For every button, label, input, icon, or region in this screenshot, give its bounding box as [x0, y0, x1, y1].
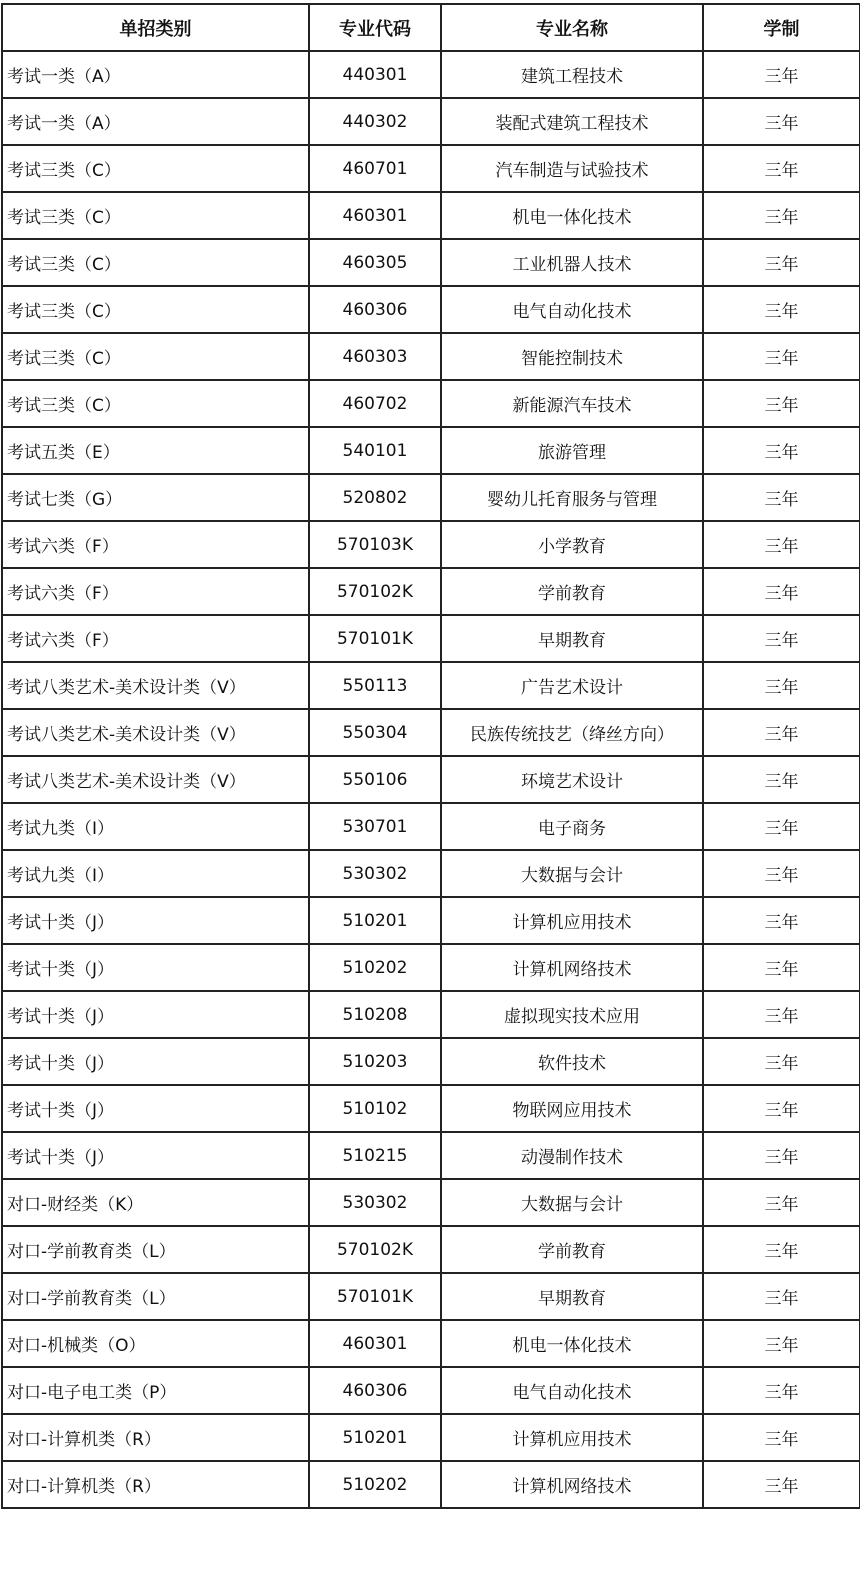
cell-code: 530701 — [309, 803, 441, 850]
cell-major-name: 动漫制作技术 — [441, 1132, 703, 1179]
cell-major-name: 民族传统技艺（绛丝方向） — [441, 709, 703, 756]
cell-duration: 三年 — [703, 850, 860, 897]
table-row — [2, 380, 860, 427]
table-row — [2, 568, 860, 615]
cell-category: 对口-学前教育类（L） — [2, 1273, 309, 1320]
cell-major-name: 工业机器人技术 — [441, 239, 703, 286]
cell-duration: 三年 — [703, 1038, 860, 1085]
cell-major-name: 婴幼儿托育服务与管理 — [441, 474, 703, 521]
cell-category: 考试三类（C） — [2, 192, 309, 239]
cell-duration: 三年 — [703, 192, 860, 239]
table-row — [2, 1461, 860, 1508]
cell-major-name: 电气自动化技术 — [441, 286, 703, 333]
cell-category: 考试三类（C） — [2, 286, 309, 333]
cell-code: 570102K — [309, 1226, 441, 1273]
cell-duration: 三年 — [703, 286, 860, 333]
table-body — [2, 51, 860, 1508]
cell-category: 考试六类（F） — [2, 521, 309, 568]
cell-category: 考试一类（A） — [2, 98, 309, 145]
table-header-row — [2, 4, 860, 51]
cell-code: 510203 — [309, 1038, 441, 1085]
cell-major-name: 智能控制技术 — [441, 333, 703, 380]
table-row — [2, 803, 860, 850]
cell-duration: 三年 — [703, 709, 860, 756]
cell-major-name: 广告艺术设计 — [441, 662, 703, 709]
cell-category: 对口-电子电工类（P） — [2, 1367, 309, 1414]
cell-code: 550304 — [309, 709, 441, 756]
cell-duration: 三年 — [703, 662, 860, 709]
cell-duration: 三年 — [703, 380, 860, 427]
table-row — [2, 1179, 860, 1226]
cell-duration: 三年 — [703, 991, 860, 1038]
cell-duration: 三年 — [703, 803, 860, 850]
table-row — [2, 756, 860, 803]
table-row — [2, 897, 860, 944]
cell-code: 460303 — [309, 333, 441, 380]
cell-code: 510102 — [309, 1085, 441, 1132]
table-row — [2, 427, 860, 474]
cell-duration: 三年 — [703, 1461, 860, 1508]
cell-category: 考试三类（C） — [2, 239, 309, 286]
cell-major-name: 学前教育 — [441, 568, 703, 615]
header-code: 专业代码 — [309, 4, 441, 51]
table-row — [2, 850, 860, 897]
table-row — [2, 1320, 860, 1367]
cell-duration: 三年 — [703, 568, 860, 615]
cell-code: 530302 — [309, 1179, 441, 1226]
cell-category: 考试六类（F） — [2, 568, 309, 615]
cell-major-name: 机电一体化技术 — [441, 1320, 703, 1367]
cell-duration: 三年 — [703, 1085, 860, 1132]
header-duration: 学制 — [703, 4, 860, 51]
cell-major-name: 汽车制造与试验技术 — [441, 145, 703, 192]
cell-code: 570101K — [309, 1273, 441, 1320]
cell-code: 510215 — [309, 1132, 441, 1179]
cell-major-name: 装配式建筑工程技术 — [441, 98, 703, 145]
table-row — [2, 286, 860, 333]
table-row — [2, 1414, 860, 1461]
table-row — [2, 1226, 860, 1273]
cell-major-name: 早期教育 — [441, 1273, 703, 1320]
cell-major-name: 大数据与会计 — [441, 1179, 703, 1226]
cell-major-name: 电子商务 — [441, 803, 703, 850]
cell-major-name: 计算机应用技术 — [441, 897, 703, 944]
table-row — [2, 944, 860, 991]
cell-duration: 三年 — [703, 98, 860, 145]
cell-category: 考试八类艺术-美术设计类（V） — [2, 709, 309, 756]
cell-category: 考试十类（J） — [2, 991, 309, 1038]
cell-code: 510202 — [309, 1461, 441, 1508]
cell-code: 570103K — [309, 521, 441, 568]
cell-category: 对口-计算机类（R） — [2, 1414, 309, 1461]
cell-code: 510201 — [309, 1414, 441, 1461]
cell-duration: 三年 — [703, 944, 860, 991]
cell-duration: 三年 — [703, 615, 860, 662]
cell-code: 550113 — [309, 662, 441, 709]
cell-category: 考试十类（J） — [2, 897, 309, 944]
table-row — [2, 192, 860, 239]
cell-major-name: 学前教育 — [441, 1226, 703, 1273]
table-row — [2, 98, 860, 145]
table-row — [2, 1085, 860, 1132]
cell-duration: 三年 — [703, 1132, 860, 1179]
cell-category: 考试三类（C） — [2, 333, 309, 380]
table-row — [2, 521, 860, 568]
cell-duration: 三年 — [703, 1179, 860, 1226]
table-row — [2, 615, 860, 662]
cell-code: 530302 — [309, 850, 441, 897]
cell-code: 540101 — [309, 427, 441, 474]
cell-category: 考试八类艺术-美术设计类（V） — [2, 662, 309, 709]
cell-code: 510208 — [309, 991, 441, 1038]
cell-major-name: 软件技术 — [441, 1038, 703, 1085]
cell-code: 460306 — [309, 1367, 441, 1414]
header-major-name: 专业名称 — [441, 4, 703, 51]
cell-category: 考试五类（E） — [2, 427, 309, 474]
cell-duration: 三年 — [703, 756, 860, 803]
cell-major-name: 新能源汽车技术 — [441, 380, 703, 427]
cell-major-name: 大数据与会计 — [441, 850, 703, 897]
cell-code: 520802 — [309, 474, 441, 521]
cell-category: 考试六类（F） — [2, 615, 309, 662]
cell-category: 考试一类（A） — [2, 51, 309, 98]
cell-major-name: 物联网应用技术 — [441, 1085, 703, 1132]
cell-code: 570101K — [309, 615, 441, 662]
table-row — [2, 991, 860, 1038]
cell-duration: 三年 — [703, 145, 860, 192]
cell-category: 考试十类（J） — [2, 1132, 309, 1179]
cell-category: 对口-计算机类（R） — [2, 1461, 309, 1508]
cell-major-name: 计算机网络技术 — [441, 944, 703, 991]
cell-duration: 三年 — [703, 1414, 860, 1461]
table-row — [2, 239, 860, 286]
cell-code: 550106 — [309, 756, 441, 803]
cell-major-name: 虚拟现实技术应用 — [441, 991, 703, 1038]
cell-duration: 三年 — [703, 897, 860, 944]
cell-duration: 三年 — [703, 239, 860, 286]
cell-major-name: 计算机应用技术 — [441, 1414, 703, 1461]
cell-major-name: 早期教育 — [441, 615, 703, 662]
cell-major-name: 建筑工程技术 — [441, 51, 703, 98]
table-row — [2, 709, 860, 756]
cell-category: 考试八类艺术-美术设计类（V） — [2, 756, 309, 803]
cell-duration: 三年 — [703, 1226, 860, 1273]
table-row — [2, 1038, 860, 1085]
table-row — [2, 474, 860, 521]
table-row — [2, 145, 860, 192]
cell-duration: 三年 — [703, 51, 860, 98]
cell-category: 考试十类（J） — [2, 1085, 309, 1132]
cell-code: 440301 — [309, 51, 441, 98]
cell-category: 考试三类（C） — [2, 380, 309, 427]
cell-code: 460702 — [309, 380, 441, 427]
cell-category: 考试十类（J） — [2, 944, 309, 991]
cell-category: 对口-机械类（O） — [2, 1320, 309, 1367]
cell-duration: 三年 — [703, 1273, 860, 1320]
cell-category: 考试十类（J） — [2, 1038, 309, 1085]
cell-code: 460306 — [309, 286, 441, 333]
cell-duration: 三年 — [703, 474, 860, 521]
cell-category: 对口-学前教育类（L） — [2, 1226, 309, 1273]
cell-category: 考试九类（I） — [2, 850, 309, 897]
cell-code: 460301 — [309, 1320, 441, 1367]
cell-duration: 三年 — [703, 427, 860, 474]
cell-category: 考试七类（G） — [2, 474, 309, 521]
cell-major-name: 小学教育 — [441, 521, 703, 568]
cell-category: 考试三类（C） — [2, 145, 309, 192]
cell-duration: 三年 — [703, 333, 860, 380]
cell-major-name: 机电一体化技术 — [441, 192, 703, 239]
majors-table — [1, 3, 860, 1509]
cell-category: 考试九类（I） — [2, 803, 309, 850]
cell-category: 对口-财经类（K） — [2, 1179, 309, 1226]
cell-code: 510201 — [309, 897, 441, 944]
cell-duration: 三年 — [703, 1367, 860, 1414]
cell-code: 510202 — [309, 944, 441, 991]
cell-duration: 三年 — [703, 521, 860, 568]
header-category: 单招类别 — [2, 4, 309, 51]
cell-duration: 三年 — [703, 1320, 860, 1367]
cell-code: 460305 — [309, 239, 441, 286]
table-row — [2, 662, 860, 709]
cell-code: 440302 — [309, 98, 441, 145]
cell-code: 460301 — [309, 192, 441, 239]
cell-code: 570102K — [309, 568, 441, 615]
cell-code: 460701 — [309, 145, 441, 192]
cell-major-name: 环境艺术设计 — [441, 756, 703, 803]
cell-major-name: 旅游管理 — [441, 427, 703, 474]
table-row — [2, 1132, 860, 1179]
table-row — [2, 1273, 860, 1320]
table-row — [2, 1367, 860, 1414]
table-row — [2, 51, 860, 98]
cell-major-name: 电气自动化技术 — [441, 1367, 703, 1414]
cell-major-name: 计算机网络技术 — [441, 1461, 703, 1508]
table-row — [2, 333, 860, 380]
